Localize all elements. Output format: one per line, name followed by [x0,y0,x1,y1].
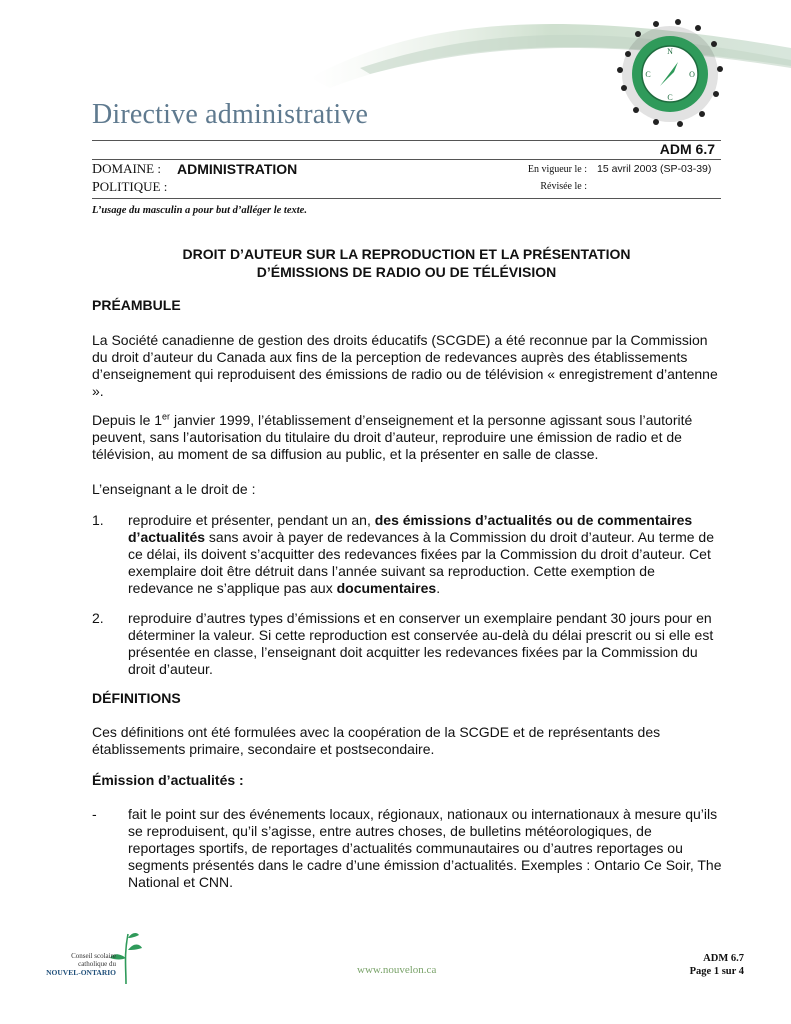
list-item-1: reproduire et présenter, pendant un an, des émissions d’actualités ou de commentaires d’actualités sans avoir à payer de redevances à la Commission du droit d’auteur. Au terme de ce délai, ils doivent s’acquitter des redevances fixées par la Commission du droit d’auteur. Cet exemplaire doit être détruit dans l’année suivant sa reproduction. Cette exemption de redevance ne s’applique pas aux documentaires. [128,512,714,596]
document-title: Directive administrative [92,99,369,130]
definitions-heading: DÉFINITIONS [92,690,181,706]
revised-date-label: Révisée le : [540,181,587,192]
school-board-logo [44,928,144,986]
news-program-definition: fait le point sur des événements locaux, régionaux, nationaux ou internationaux à mesure qu’ils se reproduisent, qu’il s’agisse, entre autres choses, de bulletins météorologiques, de reportages sportifs, de reportages d’actualités communautaires ou d’autres reportages ou segments présentés dans le cadre d’une émission d’actualités. Exemples : Ontario Ce Soir, The National et CNN. [128,806,722,890]
preamble-paragraph-3: L’enseignant a le droit de : [92,481,256,497]
footer-org-line3: NOUVEL-ONTARIO [46,968,116,977]
footer-org-line1: Conseil scolaire [71,952,116,960]
svg-text:C: C [645,70,651,79]
domain-value: ADMINISTRATION [177,161,298,177]
footer-code: ADM 6.7 [703,953,744,964]
svg-text:O: O [689,70,695,79]
svg-text:N: N [667,47,673,56]
header-rule-middle [92,159,721,160]
document-code: ADM 6.7 [659,141,715,157]
preamble-paragraph-1: La Société canadienne de gestion des droits éducatifs (SCGDE) a été reconnue par la Commission du droit d’auteur du Canada aux fins de la perception de redevances auprès des établissements d’enseignement qui reproduisent des émissions de radio ou de télévision « enregistrement d’antenne ». [92,332,718,399]
list-number-1: 1. [92,512,104,528]
policy-label: POLITIQUE : [92,179,168,195]
footer-page-info [690,952,744,978]
list-number-2: 2. [92,610,104,626]
list-item-2: reproduire d’autres types d’émissions et en conserver un exemplaire pendant 30 jours pour en déterminer la valeur. Si cette reproduction est conservée au-delà du délai prescrit ou si elle est présentée en classe, l’enseignant doit acquitter les redevances fixées par la Commission du droit d’auteur. [128,610,714,677]
header-rule-bottom [92,198,721,199]
gender-note: L’usage du masculin a pour but d’alléger le texte. [92,205,307,216]
effective-date-value: 15 avril 2003 (SP-03-39) [597,163,712,175]
domain-label: DOMAINE : [92,161,161,177]
compass-logo-icon [608,14,732,132]
footer-org-line2: catholique du [78,960,116,968]
svg-text:C: C [667,93,673,102]
preamble-heading: PRÉAMBULE [92,297,181,313]
main-title: DROIT D’AUTEUR SUR LA REPRODUCTION ET LA PRÉSENTATION D’ÉMISSIONS DE RADIO OU DE TÉLÉVISION [182,246,631,280]
news-program-heading: Émission d’actualités : [92,772,244,788]
header-rule-top [92,140,721,141]
page-number: Page 1 sur 4 [689,966,744,977]
preamble-paragraph-2: Depuis le 1er janvier 1999, l’établissement d’enseignement et la personne agissant sous l’autorité peuvent, sans l’autorisation du titulaire du droit d’auteur, reproduire une émission de radio et de télévision, au moment de sa diffusion au public, et la présenter en salle de classe. [92,411,693,462]
effective-date-label: En vigueur le : [527,164,587,175]
bullet-dash: - [92,806,97,822]
website-link[interactable]: www.nouvelon.ca [357,964,437,976]
definitions-paragraph: Ces définitions ont été formulées avec la coopération de la SCGDE et de représentants des établissements primaire, secondaire et postsecondaire. [92,724,661,757]
